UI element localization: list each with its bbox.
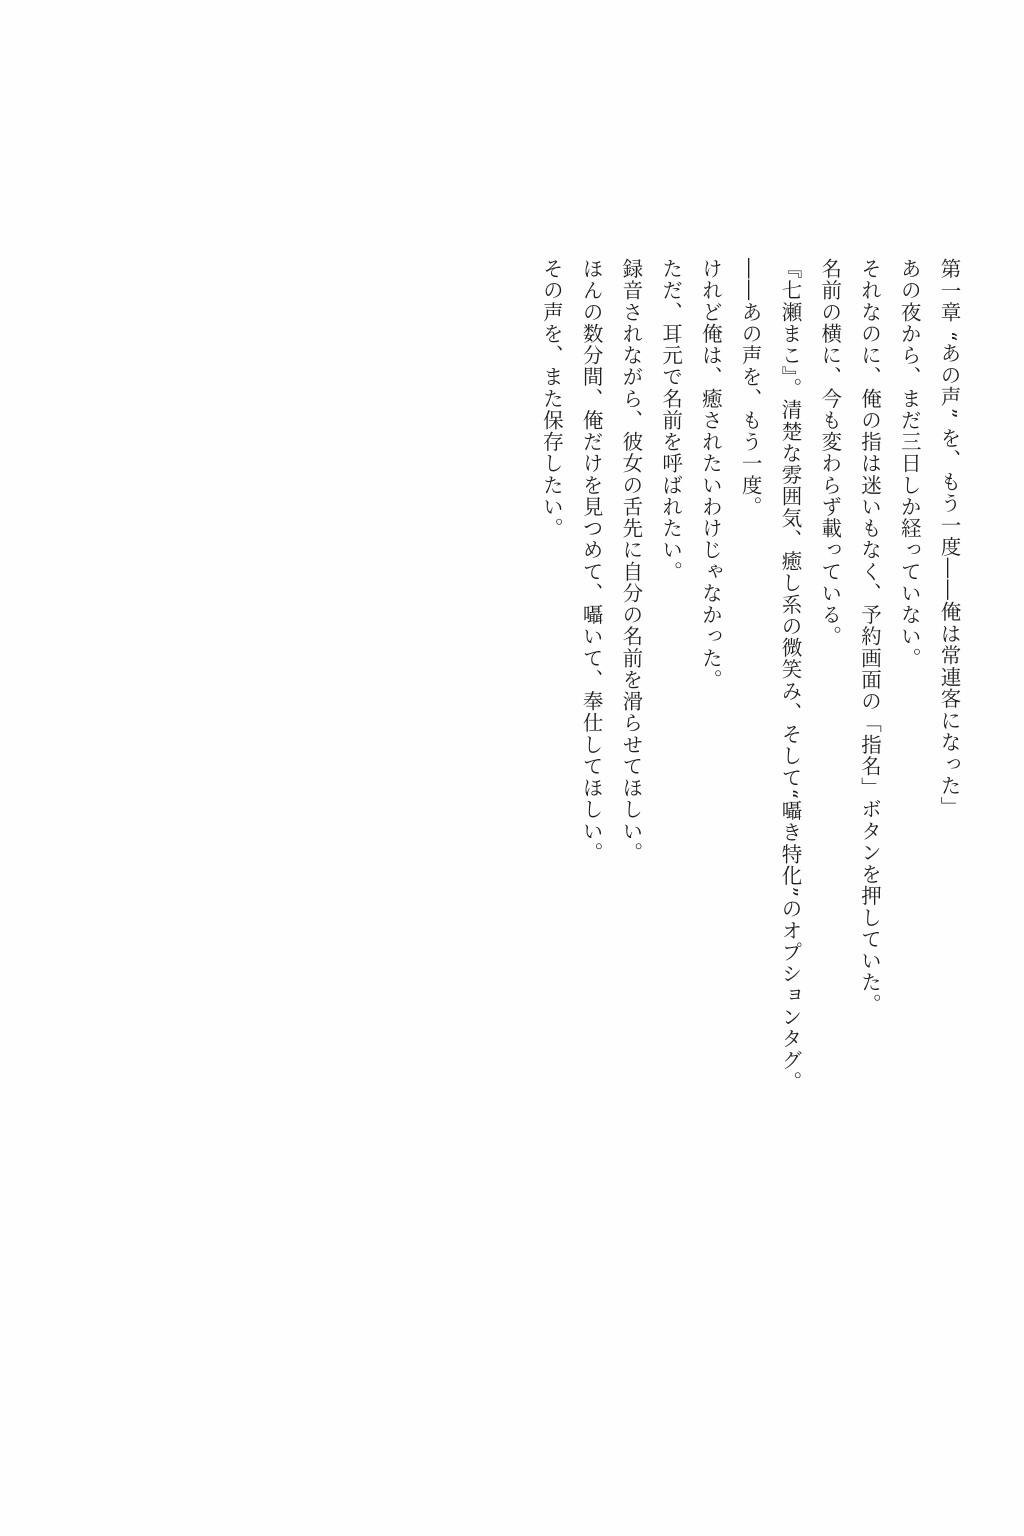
paragraph: 録音されながら、彼女の舌先に自分の名前を滑らせてほしい。 <box>618 258 643 864</box>
paragraph: あの夜から、まだ三日しか経っていない。 <box>897 258 922 669</box>
vertical-text-body <box>248 258 968 1318</box>
paragraph: ただ、耳元で名前を呼ばれたい。 <box>658 258 683 583</box>
chapter-heading: 第一章 “あの声” を、もう一度――俺は常連客になった」 <box>937 258 961 819</box>
paragraph: 名前の横に、今も変わらず載っている。 <box>817 258 842 648</box>
paragraph: 『七瀬まこ』。清楚な雰囲気、癒し系の微笑み、そして“囁き特化”のオプションタグ。 <box>777 258 802 1093</box>
paragraph: けれど俺は、癒されたいわけじゃなかった。 <box>698 258 723 691</box>
paragraph: その声を、また保存したい。 <box>539 258 564 540</box>
paragraph: ――あの声を、もう一度。 <box>738 258 763 518</box>
paragraph: ほんの数分間、俺だけを見つめて、囁いて、奉仕してほしい。 <box>579 258 604 864</box>
paragraph: それなのに、俺の指は迷いもなく、予約画面の「指名」ボタンを押していた。 <box>857 258 882 1015</box>
